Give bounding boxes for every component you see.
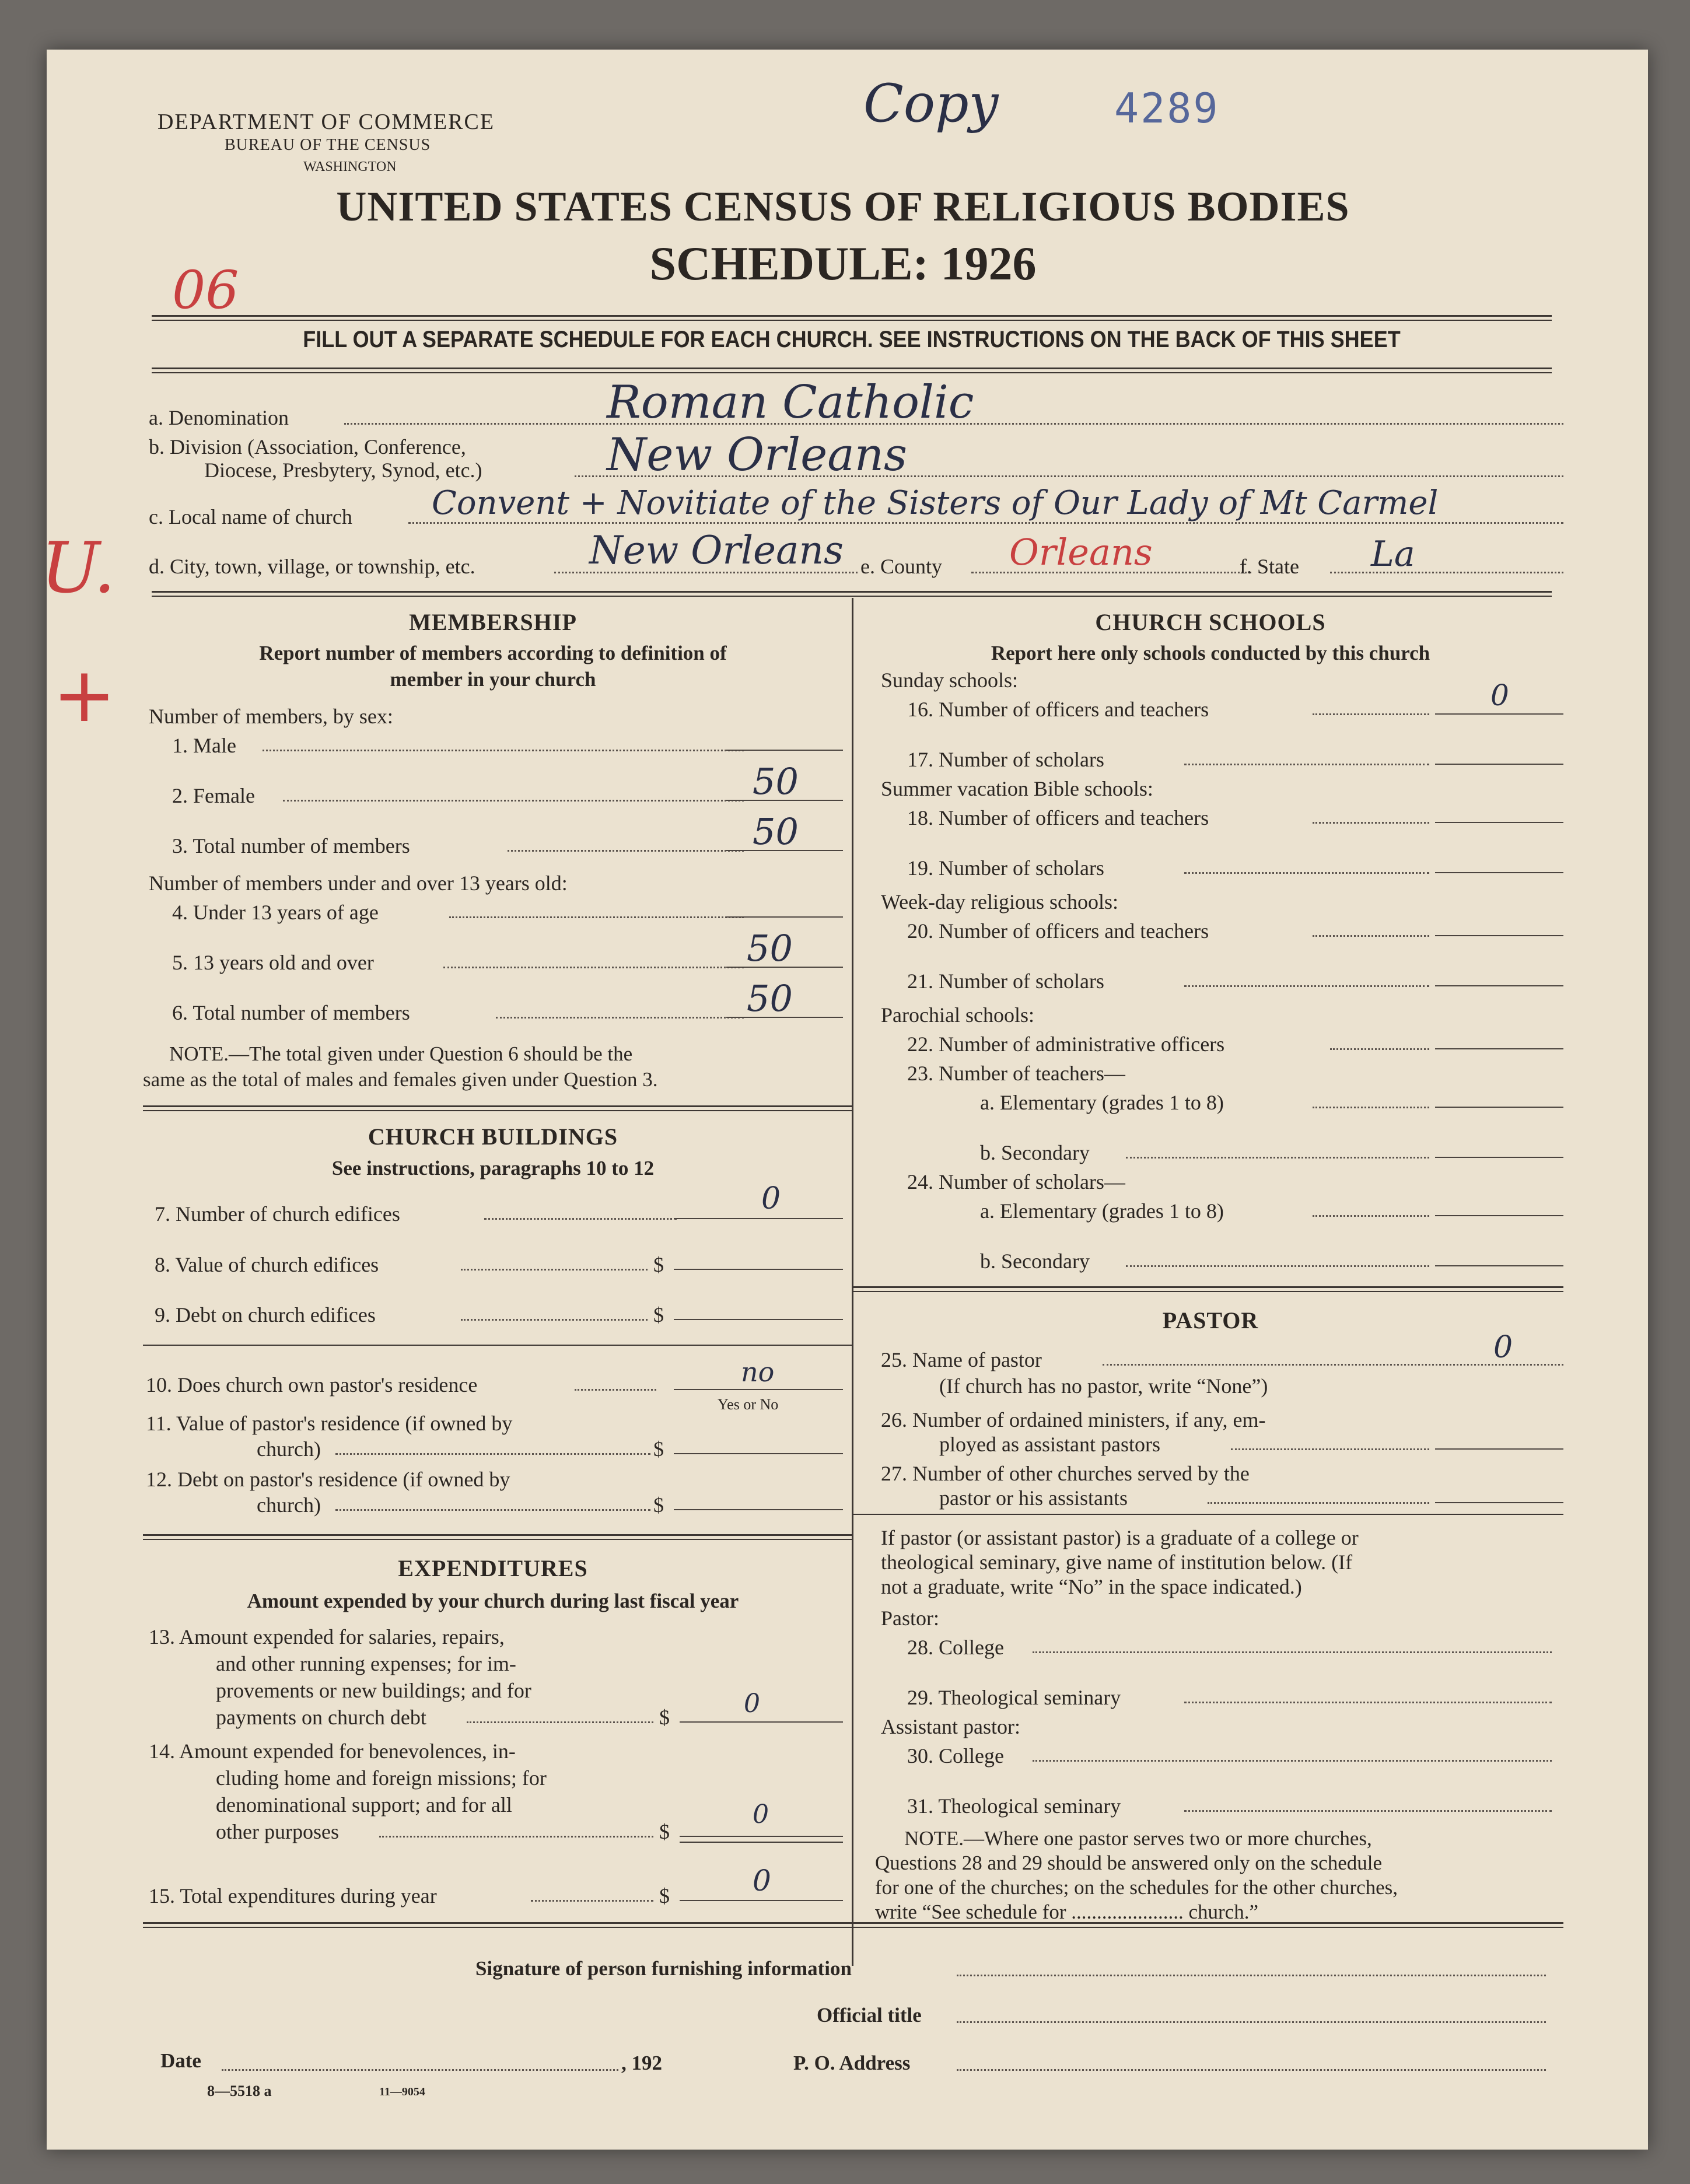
q11-value-residence-label-line2: church) bbox=[257, 1437, 321, 1461]
q25-pastor-name-value: 0 bbox=[1493, 1330, 1513, 1365]
q6-total-members-value: 50 bbox=[747, 977, 793, 1020]
q15-total-expenditures-field[interactable] bbox=[680, 1900, 843, 1901]
members-by-sex-heading: Number of members, by sex: bbox=[149, 705, 393, 728]
red-margin-mark: U. bbox=[41, 528, 116, 609]
q26-label-line2: ployed as assistant pastors bbox=[939, 1433, 1160, 1456]
q16-value: 0 bbox=[1490, 678, 1509, 712]
age-heading: Number of members under and over 13 years old: bbox=[149, 872, 568, 895]
q19-label: 19. Number of scholars bbox=[907, 856, 1104, 880]
q26-field[interactable] bbox=[1435, 1448, 1563, 1450]
q1-male-label: 1. Male bbox=[172, 734, 236, 757]
membership-note-line2: same as the total of males and females given under Question 3. bbox=[143, 1068, 658, 1091]
state-field[interactable] bbox=[1330, 572, 1563, 573]
q24a-field[interactable] bbox=[1435, 1215, 1563, 1216]
separate-schedule-instruction: FILL OUT A SEPARATE SCHEDULE FOR EACH CHURCH. SEE INSTRUCTIONS ON THE BACK OF THIS SHEET bbox=[303, 327, 1401, 352]
q23b-field[interactable] bbox=[1435, 1157, 1563, 1158]
parochial-schools-heading: Parochial schools: bbox=[881, 1003, 1034, 1027]
county-value: Orleans bbox=[1009, 531, 1153, 573]
q7-edifices-label: 7. Number of church edifices bbox=[155, 1202, 400, 1226]
church-buildings-title: CHURCH BUILDINGS bbox=[368, 1124, 618, 1150]
pastor-note-line3: for one of the churches; on the schedules for the other churches, bbox=[875, 1876, 1398, 1899]
pastor-note-line1: NOTE.—Where one pastor serves two or more churches, bbox=[904, 1827, 1372, 1850]
form-code: 8—5518 a bbox=[207, 2082, 272, 2099]
q12-debt-residence-label-line2: church) bbox=[257, 1493, 321, 1517]
weekday-schools-heading: Week-day religious schools: bbox=[881, 890, 1119, 914]
signature-field[interactable] bbox=[957, 1975, 1546, 1976]
q10-pastor-residence-label: 10. Does church own pastor's residence bbox=[146, 1373, 478, 1396]
q25-note: (If church has no pastor, write “None”) bbox=[939, 1374, 1268, 1398]
q16-label: 16. Number of officers and teachers bbox=[907, 698, 1209, 721]
denomination-label: a. Denomination bbox=[149, 406, 289, 429]
q24a-label: a. Elementary (grades 1 to 8) bbox=[980, 1199, 1224, 1223]
local-church-name-field[interactable] bbox=[408, 522, 1563, 524]
q23-label: 23. Number of teachers— bbox=[907, 1062, 1125, 1085]
q24-label: 24. Number of scholars— bbox=[907, 1170, 1125, 1194]
po-address-field[interactable] bbox=[957, 2069, 1546, 2071]
column-divider bbox=[852, 598, 853, 1966]
state-label: f. State bbox=[1240, 555, 1299, 578]
copy-handwritten-note: Copy bbox=[863, 73, 999, 134]
q14-label-line1: 14. Amount expended for benevolences, in- bbox=[149, 1740, 516, 1763]
q14-label-line3: denominational support; and for all bbox=[216, 1793, 512, 1817]
q12-debt-residence-label-line1: 12. Debt on pastor's residence (if owned by bbox=[146, 1468, 510, 1491]
q20-field[interactable] bbox=[1435, 935, 1563, 936]
church-schools-title: CHURCH SCHOOLS bbox=[1095, 609, 1326, 635]
q1-male-field[interactable] bbox=[726, 750, 843, 751]
q13-label-line3: provements or new buildings; and for bbox=[216, 1679, 531, 1702]
church-schools-sub: Report here only schools conducted by this church bbox=[991, 642, 1430, 664]
q20-label: 20. Number of officers and teachers bbox=[907, 919, 1209, 943]
q2-female-label: 2. Female bbox=[172, 784, 255, 807]
q17-label: 17. Number of scholars bbox=[907, 748, 1104, 771]
pastor-title: PASTOR bbox=[1162, 1307, 1259, 1334]
form-title: UNITED STATES CENSUS OF RELIGIOUS BODIES bbox=[336, 183, 1350, 230]
q8-value-edifices-field[interactable] bbox=[674, 1269, 843, 1270]
schedule-title: SCHEDULE: 1926 bbox=[649, 237, 1037, 290]
membership-sub-line2: member in your church bbox=[390, 668, 596, 691]
official-title-label: Official title bbox=[817, 2004, 922, 2027]
q18-label: 18. Number of officers and teachers bbox=[907, 806, 1209, 830]
graduate-instruction-line2: theological seminary, give name of institution below. (If bbox=[881, 1550, 1353, 1574]
church-buildings-sub: See instructions, paragraphs 10 to 12 bbox=[331, 1157, 655, 1180]
assistant-pastor-heading: Assistant pastor: bbox=[881, 1715, 1020, 1738]
date-label: Date bbox=[160, 2049, 201, 2072]
local-church-name-label: c. Local name of church bbox=[149, 505, 352, 528]
dollar-sign: $ bbox=[653, 1253, 664, 1276]
q23b-label: b. Secondary bbox=[980, 1141, 1090, 1164]
census-schedule-sheet bbox=[41, 50, 1648, 2150]
q4-under13-field[interactable] bbox=[726, 916, 843, 918]
q14-benevolences-field[interactable] bbox=[680, 1836, 843, 1837]
q21-label: 21. Number of scholars bbox=[907, 970, 1104, 993]
q11-value-residence-field[interactable] bbox=[674, 1453, 843, 1454]
q13-label-line1: 13. Amount expended for salaries, repairs, bbox=[149, 1625, 505, 1648]
q9-debt-edifices-field[interactable] bbox=[674, 1319, 843, 1320]
pastor-heading: Pastor: bbox=[881, 1606, 940, 1630]
q13-label-line4: payments on church debt bbox=[216, 1706, 426, 1729]
dollar-sign: $ bbox=[659, 1820, 670, 1843]
q9-debt-edifices-label: 9. Debt on church edifices bbox=[155, 1303, 376, 1326]
dollar-sign: $ bbox=[659, 1884, 670, 1908]
pastor-note-line4: write “See schedule for ...................... church.” bbox=[875, 1901, 1259, 1923]
q13-label-line2: and other running expenses; for im- bbox=[216, 1652, 516, 1675]
q6-total-members-label: 6. Total number of members bbox=[172, 1001, 410, 1024]
q25-pastor-name-label: 25. Name of pastor bbox=[881, 1348, 1042, 1371]
po-address-label: P. O. Address bbox=[793, 2052, 911, 2074]
q14-label-line4: other purposes bbox=[216, 1820, 339, 1843]
denomination-value: Roman Catholic bbox=[607, 376, 974, 429]
q7-edifices-value: 0 bbox=[761, 1181, 781, 1216]
graduate-instruction-line3: not a graduate, write “No” in the space indicated.) bbox=[881, 1575, 1302, 1598]
q13-running-expenses-value: 0 bbox=[744, 1689, 760, 1718]
q23a-field[interactable] bbox=[1435, 1107, 1563, 1108]
q21-field[interactable] bbox=[1435, 985, 1563, 986]
q5-13-and-over-value: 50 bbox=[747, 927, 793, 970]
bureau-label: BUREAU OF THE CENSUS bbox=[225, 136, 431, 154]
q16-field[interactable] bbox=[1435, 713, 1563, 715]
q30-college-field[interactable] bbox=[1033, 1760, 1552, 1762]
division-label-line1: b. Division (Association, Conference, bbox=[149, 435, 466, 459]
date-year-suffix: , 192 bbox=[621, 2052, 662, 2074]
pastor-note-line2: Questions 28 and 29 should be answered only on the schedule bbox=[875, 1852, 1383, 1874]
q28-college-label: 28. College bbox=[907, 1636, 1004, 1659]
expenditures-sub: Amount expended by your church during last fiscal year bbox=[247, 1590, 739, 1612]
q7-edifices-field[interactable] bbox=[674, 1218, 843, 1219]
q31-seminary-label: 31. Theological seminary bbox=[907, 1794, 1121, 1818]
dollar-sign: $ bbox=[653, 1493, 664, 1517]
q11-value-residence-label-line1: 11. Value of pastor's residence (if owned by bbox=[146, 1412, 513, 1435]
q23a-label: a. Elementary (grades 1 to 8) bbox=[980, 1091, 1224, 1114]
q30-college-label: 30. College bbox=[907, 1744, 1004, 1768]
q29-seminary-label: 29. Theological seminary bbox=[907, 1686, 1121, 1709]
print-code: 11—9054 bbox=[379, 2085, 425, 2098]
q5-13-and-over-label: 5. 13 years old and over bbox=[172, 951, 374, 974]
q3-total-members-value: 50 bbox=[753, 810, 799, 853]
q13-running-expenses-field[interactable] bbox=[680, 1721, 843, 1723]
q3-total-members-label: 3. Total number of members bbox=[172, 834, 410, 858]
form-number-stamp: 4289 bbox=[1114, 85, 1220, 132]
department-label: DEPARTMENT OF COMMERCE bbox=[158, 110, 495, 134]
q28-college-field[interactable] bbox=[1033, 1651, 1552, 1653]
q17-field[interactable] bbox=[1435, 764, 1563, 765]
expenditures-title: EXPENDITURES bbox=[398, 1555, 588, 1581]
state-value: La bbox=[1371, 534, 1415, 575]
membership-sub-line1: Report number of members according to definition of bbox=[259, 642, 727, 664]
q2-female-value: 50 bbox=[753, 760, 799, 803]
q22-label: 22. Number of administrative officers bbox=[907, 1032, 1225, 1056]
q27-label-line1: 27. Number of other churches served by the bbox=[881, 1462, 1250, 1485]
q27-field[interactable] bbox=[1435, 1502, 1563, 1503]
q14-label-line2: cluding home and foreign missions; for bbox=[216, 1766, 547, 1790]
q24b-label: b. Secondary bbox=[980, 1250, 1090, 1273]
q15-total-expenditures-label: 15. Total expenditures during year bbox=[149, 1884, 437, 1908]
red-handwritten-code: 06 bbox=[172, 260, 239, 321]
city-town-value: New Orleans bbox=[589, 528, 844, 573]
q29-seminary-field[interactable] bbox=[1184, 1702, 1552, 1703]
q10-pastor-residence-value: no bbox=[741, 1356, 775, 1388]
official-title-field[interactable] bbox=[957, 2021, 1546, 2023]
date-field[interactable] bbox=[222, 2069, 618, 2071]
summer-schools-heading: Summer vacation Bible schools: bbox=[881, 777, 1153, 800]
yes-or-no-hint: Yes or No bbox=[718, 1396, 779, 1413]
q8-value-edifices-label: 8. Value of church edifices bbox=[155, 1253, 379, 1276]
q24b-field[interactable] bbox=[1435, 1265, 1563, 1266]
q10-pastor-residence-field[interactable] bbox=[674, 1389, 843, 1390]
q15-total-expenditures-value: 0 bbox=[753, 1864, 771, 1898]
q19-field[interactable] bbox=[1435, 872, 1563, 873]
local-church-name-value: Convent + Novitiate of the Sisters of Our Lady of Mt Carmel bbox=[432, 484, 1439, 522]
sunday-schools-heading: Sunday schools: bbox=[881, 668, 1019, 692]
membership-note-line1: NOTE.—The total given under Question 6 should be the bbox=[169, 1042, 633, 1065]
q27-label-line2: pastor or his assistants bbox=[939, 1486, 1128, 1510]
membership-title: MEMBERSHIP bbox=[409, 609, 577, 635]
q4-under13-label: 4. Under 13 years of age bbox=[172, 901, 379, 924]
county-label: e. County bbox=[860, 555, 942, 578]
dollar-sign: $ bbox=[659, 1706, 670, 1729]
signature-label: Signature of person furnishing information bbox=[475, 1957, 852, 1980]
graduate-instruction-line1: If pastor (or assistant pastor) is a graduate of a college or bbox=[881, 1526, 1359, 1549]
q18-field[interactable] bbox=[1435, 822, 1563, 823]
division-label-line2: Diocese, Presbytery, Synod, etc.) bbox=[204, 459, 482, 482]
q14-benevolences-value: 0 bbox=[753, 1800, 769, 1829]
city-label: WASHINGTON bbox=[303, 159, 397, 174]
division-value: New Orleans bbox=[607, 429, 908, 481]
city-town-label: d. City, town, village, or township, etc. bbox=[149, 555, 475, 578]
dollar-sign: $ bbox=[653, 1437, 664, 1461]
q31-seminary-field[interactable] bbox=[1184, 1810, 1552, 1812]
q22-field[interactable] bbox=[1435, 1048, 1563, 1049]
red-plus-mark: + bbox=[53, 650, 116, 739]
q26-label-line1: 26. Number of ordained ministers, if any, em- bbox=[881, 1408, 1266, 1432]
dollar-sign: $ bbox=[653, 1303, 664, 1326]
q12-debt-residence-field[interactable] bbox=[674, 1509, 843, 1510]
